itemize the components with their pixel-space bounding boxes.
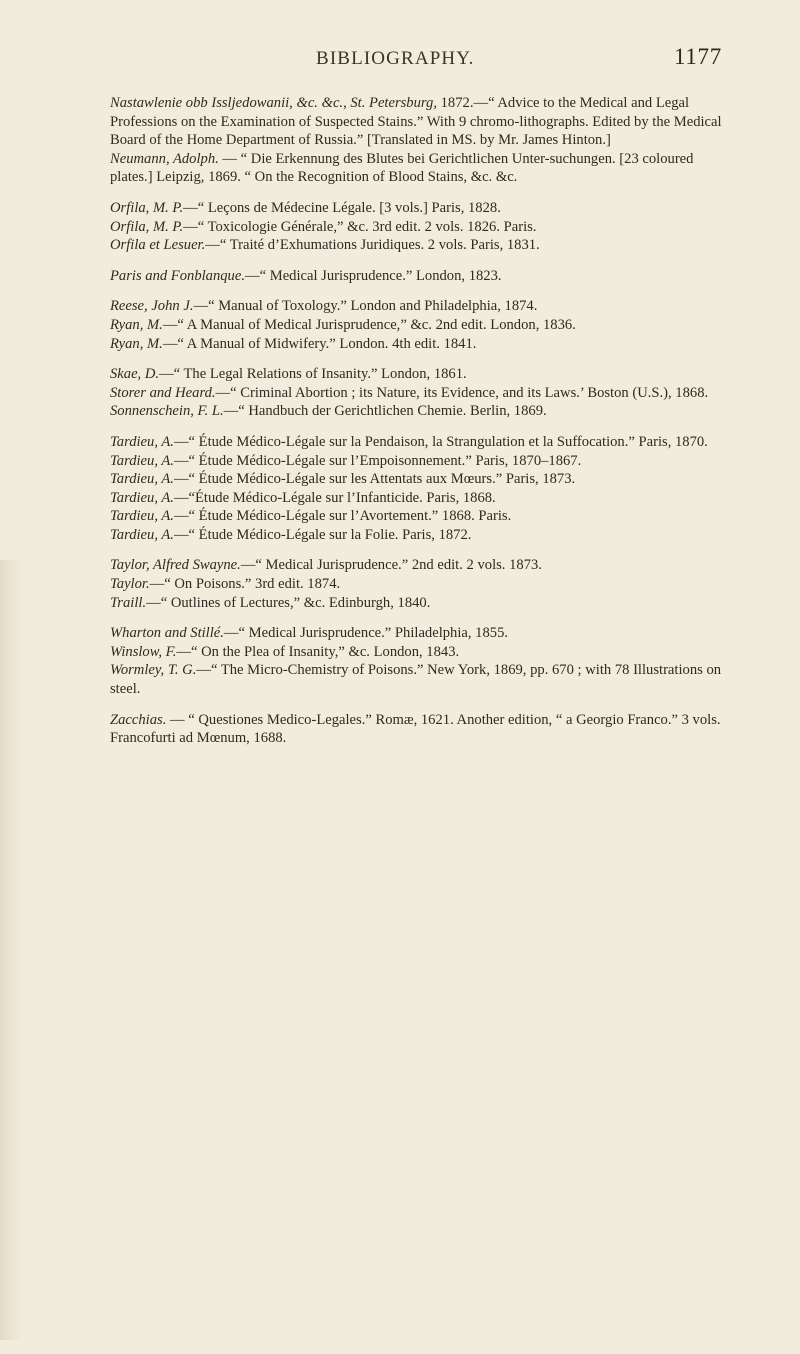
- bibliography-entry: [110, 470, 736, 489]
- entry-author: Tardieu, A.: [110, 489, 174, 506]
- bibliography-entry: [110, 489, 736, 508]
- entry-author: Tardieu, A.: [110, 452, 174, 469]
- entry-text: —“ Outlines of Lectures,” &c. Edinburgh, 1840.: [146, 594, 431, 611]
- entry-author: Skae, D.: [110, 366, 160, 383]
- entry-author: Tardieu, A.: [110, 471, 174, 488]
- entry-author: Winslow, F.: [110, 643, 177, 660]
- entry-text: —“ Étude Médico-Légale sur la Pendaison, la Strangulation et la Suffocation.” Paris, 1870.: [173, 433, 708, 450]
- entry-text: 1872.—“ Advice to the Medical and Legal Professions on the Examination of Suspected Stains.” With 9 chromo-lithographs. Edited by the Medical Board of the Home Department of Russia.” [Translated in MS. by Mr. James Hinton.]: [110, 95, 722, 149]
- entry-text: —“ On Poisons.” 3rd edit. 1874.: [149, 576, 341, 593]
- bibliography-group: [110, 556, 736, 612]
- bibliography-entry: [110, 507, 736, 526]
- bibliography-entry: [110, 594, 736, 613]
- bibliography-entry: [110, 199, 736, 218]
- bibliography-group: [110, 365, 736, 421]
- page-header: [0, 44, 800, 74]
- bibliography-entry: [110, 218, 736, 237]
- entry-author: Tardieu, A.: [110, 526, 174, 543]
- bibliography-entry: [110, 661, 736, 698]
- entry-text: —“Étude Médico-Légale sur l’Infanticide. Paris, 1868.: [173, 489, 496, 506]
- bibliography-entry: [110, 150, 736, 187]
- entry-text: —“ Étude Médico-Légale sur la Folie. Paris, 1872.: [173, 526, 472, 543]
- bibliography-entry: [110, 236, 736, 255]
- entry-text: —“ A Manual of Medical Jurisprudence,” &c. 2nd edit. London, 1836.: [162, 316, 576, 333]
- entry-text: —“ Étude Médico-Légale sur les Attentats aux Mœurs.” Paris, 1873.: [173, 471, 576, 488]
- entry-author: Nastawlenie obb Issljedowanii, &c. &c., St. Petersburg,: [110, 95, 437, 111]
- bibliography-group: [110, 297, 736, 353]
- bibliography-entry: [110, 402, 736, 421]
- entry-text: —“ The Legal Relations of Insanity.” London, 1861.: [159, 366, 467, 383]
- entry-author: Wharton and Stillé.: [110, 625, 224, 642]
- bibliography-entry: [110, 575, 736, 594]
- entry-author: Wormley, T. G.: [110, 662, 197, 679]
- entry-author: Ryan, M.: [110, 335, 163, 352]
- bibliography-list: [110, 94, 736, 760]
- bibliography-group: [110, 267, 736, 286]
- entry-text: —“ Medical Jurisprudence.” Philadelphia, 1855.: [223, 625, 509, 642]
- entry-text: —“ Traité d’Exhumations Juridiques. 2 vols. Paris, 1831.: [205, 237, 540, 254]
- entry-text: —“ Handbuch der Gerichtlichen Chemie. Berlin, 1869.: [223, 403, 547, 420]
- entry-author: Taylor, Alfred Swayne.: [110, 557, 241, 574]
- entry-author: Sonnenschein, F. L.: [110, 403, 224, 420]
- bibliography-entry: [110, 297, 736, 316]
- bibliography-group: [110, 199, 736, 255]
- entry-author: Orfila, M. P.: [110, 218, 184, 235]
- entry-author: Zacchias.: [110, 711, 167, 728]
- bibliography-entry: [110, 643, 736, 662]
- bibliography-entry: [110, 384, 736, 403]
- page-shadow: [0, 560, 22, 1340]
- bibliography-group: [110, 624, 736, 698]
- bibliography-group: [110, 433, 736, 545]
- bibliography-entry: [110, 316, 736, 335]
- bibliography-group: [110, 94, 736, 187]
- entry-author: Storer and Heard.: [110, 384, 216, 401]
- entry-text: —“ Medical Jurisprudence.” London, 1823.: [245, 267, 502, 284]
- entry-text: — “ Questiones Medico-Legales.” Romæ, 1621. Another edition, “ a Georgio Franco.” 3 vols. Francofurti ad Mœnum, 1688.: [110, 711, 721, 747]
- running-head: BIBLIOGRAPHY.: [316, 48, 475, 69]
- bibliography-entry: [110, 335, 736, 354]
- bibliography-entry: [110, 94, 736, 150]
- entry-text: —“ Leçons de Médecine Légale. [3 vols.] Paris, 1828.: [183, 199, 501, 216]
- entry-text: —“ Medical Jurisprudence.” 2nd edit. 2 vols. 1873.: [240, 557, 542, 574]
- entry-author: Taylor.: [110, 576, 150, 593]
- entry-text: —“ A Manual of Midwifery.” London. 4th edit. 1841.: [162, 335, 477, 352]
- bibliography-group: [110, 711, 736, 748]
- entry-text: —“ Étude Médico-Légale sur l’Avortement.” 1868. Paris.: [173, 508, 512, 525]
- bibliography-entry: [110, 526, 736, 545]
- entry-author: Ryan, M.: [110, 316, 163, 333]
- entry-author: Orfila et Lesuer.: [110, 237, 206, 254]
- entry-author: Paris and Fonblanque.: [110, 267, 245, 284]
- entry-text: —“ Toxicologie Générale,” &c. 3rd edit. 2 vols. 1826. Paris.: [183, 218, 537, 235]
- entry-text: — “ Die Erkennung des Blutes bei Gerichtlichen Unter-suchungen. [23 coloured plates.] Leipzig, 1869. “ On the Recognition of Blood Stains, &c. &c.: [110, 150, 694, 186]
- entry-text: —“ On the Plea of Insanity,” &c. London, 1843.: [176, 643, 460, 660]
- bibliography-entry: [110, 365, 736, 384]
- entry-author: Orfila, M. P.: [110, 199, 184, 216]
- entry-text: —“ The Micro-Chemistry of Poisons.” New York, 1869, pp. 670 ; with 78 Illustrations on steel.: [110, 662, 722, 698]
- entry-author: Traill.: [110, 594, 147, 611]
- entry-text: —“ Criminal Abortion ; its Nature, its Evidence, and its Laws.’ Boston (U.S.), 1868.: [215, 384, 709, 401]
- entry-text: —“ Étude Médico-Légale sur l’Empoisonnement.” Paris, 1870–1867.: [173, 452, 582, 469]
- entry-author: Neumann, Adolph.: [110, 150, 219, 167]
- page-number: 1177: [674, 44, 722, 69]
- bibliography-entry: [110, 267, 736, 286]
- bibliography-entry: [110, 433, 736, 452]
- entry-author: Tardieu, A.: [110, 508, 174, 525]
- entry-author: Reese, John J.: [110, 298, 194, 315]
- entry-text: —“ Manual of Toxology.” London and Philadelphia, 1874.: [193, 298, 538, 315]
- bibliography-entry: [110, 624, 736, 643]
- bibliography-entry: [110, 556, 736, 575]
- bibliography-entry: [110, 711, 736, 748]
- entry-author: Tardieu, A.: [110, 433, 174, 450]
- bibliography-entry: [110, 452, 736, 471]
